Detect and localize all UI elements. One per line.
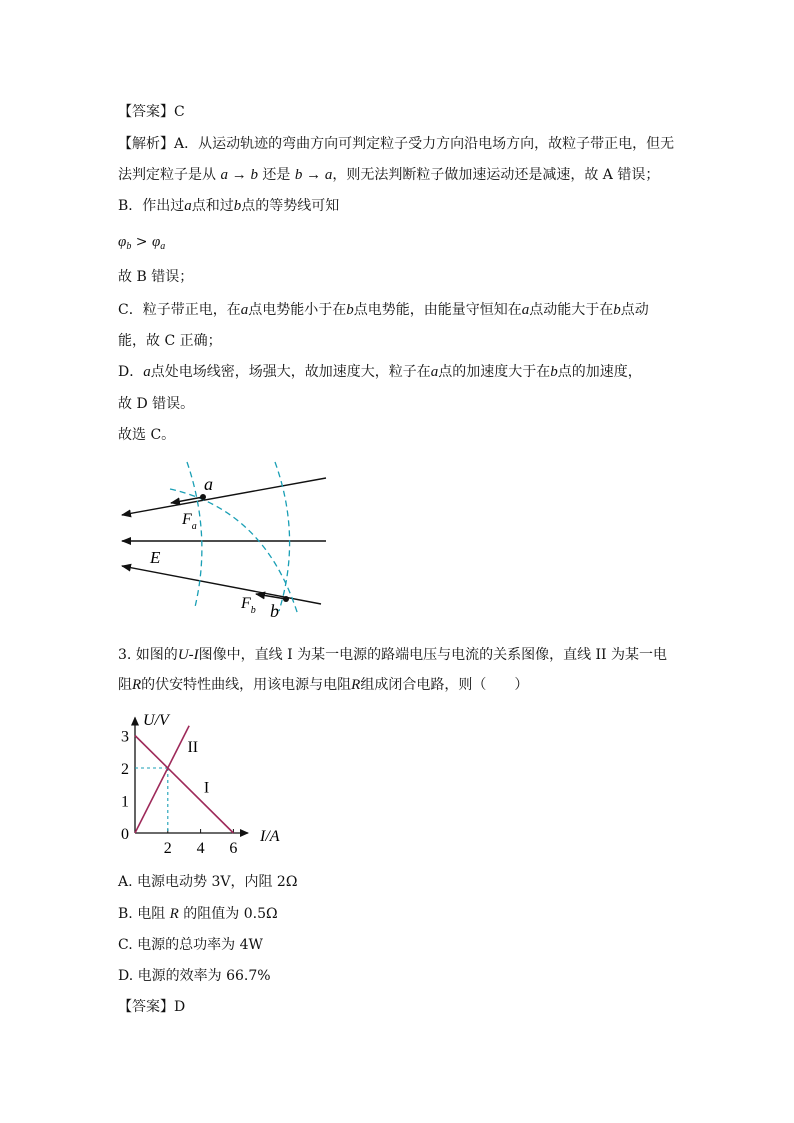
analysis-text: 故选 C。 (118, 427, 176, 443)
option-text: 的阻值为 0.5Ω (178, 906, 278, 922)
math-expression: a → b (220, 167, 258, 183)
analysis-text: 点和过 (191, 198, 234, 214)
option-c (118, 935, 263, 955)
analysis-text: D． (118, 364, 144, 380)
answer-line-2 (118, 997, 185, 1017)
field-line-bottom (122, 566, 321, 604)
option-a (118, 872, 297, 892)
analysis-text: C．粒子带正电，在 (118, 302, 241, 318)
math-sub: b (126, 241, 132, 252)
answer-label: 【答案】 (118, 104, 174, 120)
math-var: b (550, 364, 558, 380)
math-var: φ (118, 234, 127, 250)
math-var: a (143, 364, 151, 380)
analysis-text: 故 B 错误； (118, 269, 194, 285)
label-E: E (150, 548, 161, 567)
analysis-text: 法判定粒子是从 (118, 167, 216, 183)
analysis-text: 点处电场线密，场强大，故加速度大，粒子在 (150, 364, 431, 380)
answer-line-1 (118, 102, 185, 122)
point-a (200, 494, 206, 500)
y-tick-label: 0 (121, 826, 129, 843)
analysis-text: 能，故 C 正确； (118, 333, 222, 349)
math-var: b (233, 198, 242, 214)
series-line-ii (135, 726, 189, 833)
field-line-top (122, 478, 326, 515)
analysis-line-b1 (118, 196, 339, 216)
series-line-i (135, 736, 233, 834)
question-text: 阻 (118, 677, 132, 693)
math-var: R (132, 677, 142, 693)
option-label: B. (118, 906, 133, 922)
question-text: 组成闭合电路，则（ ） (360, 677, 529, 693)
analysis-text: 还是 (262, 167, 291, 183)
math-sub: a (160, 241, 166, 252)
math-var: b (346, 302, 354, 318)
answer-label: 【答案】 (118, 999, 174, 1015)
analysis-text: ，则无法判断粒子做加速运动还是减速，故 A 错误； (332, 167, 660, 183)
analysis-conclusion (118, 425, 175, 445)
series-label-i: I (203, 779, 210, 797)
math-var: a (240, 302, 249, 318)
analysis-label: 【解析】 (118, 136, 174, 152)
math-var: U-I (177, 647, 199, 663)
option-label: D. (118, 968, 134, 984)
question-text: 的伏安特性曲线，用该电源与电阻 (141, 677, 352, 693)
math-var: b (613, 302, 621, 318)
analysis-text: 点动能大于在 (529, 302, 614, 318)
label-a: a (204, 474, 213, 494)
question-text: 3. 如图的 (118, 647, 178, 663)
math-var: a (521, 302, 530, 318)
option-label: C. (118, 937, 133, 953)
label-Fa: $F_a$ (182, 511, 197, 532)
math-operator: > (131, 234, 152, 250)
option-d (118, 966, 271, 986)
analysis-text: 点电势能，由能量守恒知在 (353, 302, 522, 318)
option-text: 电源电动势 3V，内阻 2Ω (137, 874, 298, 890)
x-tick-label: 2 (163, 840, 172, 855)
option-text: 电阻 (137, 906, 170, 922)
analysis-line-a1 (118, 134, 674, 154)
y-tick-label: 3 (121, 728, 129, 746)
option-text: 电源的总功率为 4W (137, 937, 263, 953)
analysis-text: 点动 (620, 302, 649, 318)
field-figure (115, 455, 335, 620)
analysis-line-d1 (118, 362, 642, 382)
math-var: R (351, 677, 361, 693)
math-expression: b → a (294, 167, 333, 183)
analysis-text: 点电势能小于在 (248, 302, 347, 318)
label-b: b (270, 601, 279, 620)
math-var: a (184, 198, 192, 214)
ui-chart (112, 705, 292, 855)
y-tick-label: 1 (121, 793, 129, 811)
analysis-line-d2 (118, 394, 194, 414)
analysis-line-b2 (118, 267, 193, 287)
x-axis-label: I/A (260, 828, 280, 845)
y-axis-label: U/V (143, 712, 169, 729)
question-text: 图像中，直线 I 为某一电源的路端电压与电流的关系图像，直线 II 为某一电 (198, 647, 668, 663)
question3-line-2 (118, 675, 528, 695)
analysis-line-c1 (118, 300, 649, 320)
series-label-ii: II (187, 738, 199, 756)
option-text: 电源的效率为 66.7% (137, 968, 271, 984)
analysis-text: 点的等势线可知 (241, 198, 340, 214)
label-Fb: $F_b$ (241, 595, 256, 616)
analysis-text: B．作出过 (118, 198, 185, 214)
equipotential-line-a (187, 462, 202, 607)
point-b (283, 596, 289, 602)
math-var: R (169, 906, 179, 922)
analysis-text: 点的加速度大于在 (438, 364, 551, 380)
question3-line-1 (118, 645, 667, 665)
y-tick-label: 2 (121, 761, 129, 778)
inequality-line (118, 232, 165, 257)
answer-value: D (174, 999, 186, 1015)
x-tick-label: 4 (196, 840, 205, 855)
option-label: A. (118, 874, 133, 890)
math-var: φ (151, 234, 161, 250)
analysis-text: 点的加速度， (557, 364, 642, 380)
option-b (118, 904, 278, 924)
x-tick-label: 6 (229, 840, 238, 855)
analysis-text: A．从运动轨迹的弯曲方向可判定粒子受力方向沿电场方向，故粒子带正电，但无 (174, 136, 675, 152)
analysis-line-c2 (118, 331, 222, 351)
answer-value: C (174, 104, 185, 120)
math-var: a (430, 364, 439, 380)
analysis-text: 故 D 错误。 (118, 396, 195, 412)
analysis-line-a2 (118, 165, 659, 185)
